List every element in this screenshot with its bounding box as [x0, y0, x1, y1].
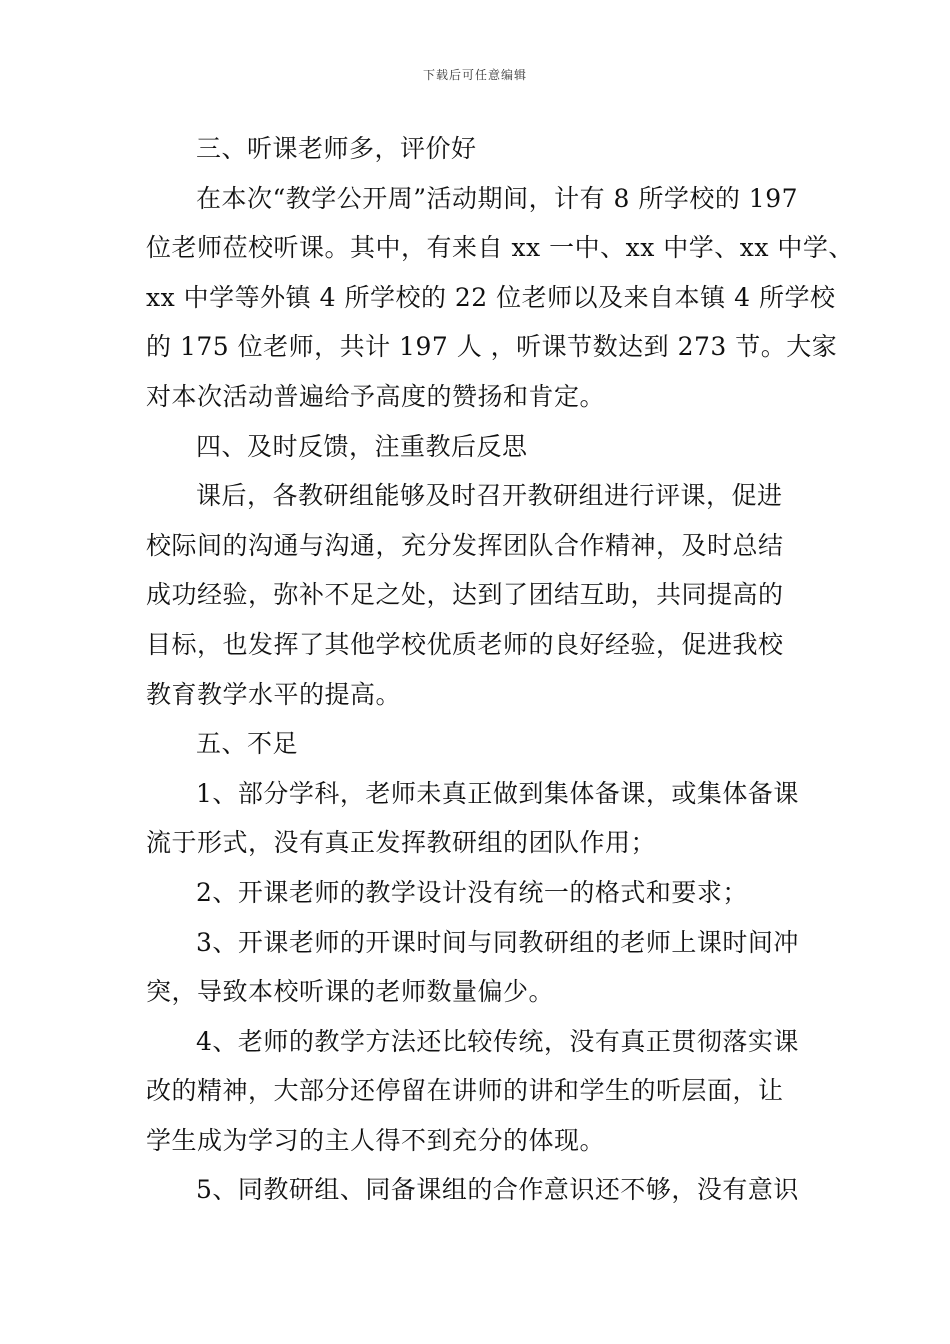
- body-text: [146, 124, 854, 1215]
- text-line: 突，导致本校听课的老师数量偏少。: [146, 977, 555, 1007]
- text-line: 位老师莅校听课。其中，有来自 xx 一中、xx 中学、xx 中学、: [146, 233, 854, 263]
- text-line: 五、不足: [196, 729, 299, 759]
- text-line: 四、及时反馈，注重教后反思: [196, 431, 528, 461]
- text-line: 改的精神，大部分还停留在讲师的讲和学生的听层面，让: [146, 1076, 784, 1106]
- text-line: 成功经验，弥补不足之处，达到了团结互助，共同提高的: [146, 580, 784, 610]
- text-line: xx 中学等外镇 4 所学校的 22 位老师以及来自本镇 4 所学校: [146, 282, 836, 312]
- text-line: 的 175 位老师，共计 197 人 ，听课节数达到 273 节。大家: [146, 332, 838, 362]
- text-line: 校际间的沟通与沟通，充分发挥团队合作精神，及时总结: [146, 530, 784, 560]
- text-line: 课后，各教研组能够及时召开教研组进行评课，促进: [196, 481, 783, 511]
- text-line: 1、部分学科，老师未真正做到集体备课，或集体备课: [196, 778, 799, 808]
- text-line: 5、同教研组、同备课组的合作意识还不够，没有意识: [196, 1175, 799, 1205]
- text-line: 在本次“教学公开周”活动期间，计有 8 所学校的 197: [196, 183, 799, 213]
- text-line: 2、开课老师的教学设计没有统一的格式和要求；: [196, 877, 748, 907]
- text-line: 流于形式，没有真正发挥教研组的团队作用；: [146, 828, 657, 858]
- text-line: 3、开课老师的开课时间与同教研组的老师上课时间冲: [196, 927, 799, 957]
- text-line: 三、听课老师多，评价好: [196, 134, 477, 163]
- text-line: 4、老师的教学方法还比较传统，没有真正贯彻落实课: [196, 1026, 799, 1056]
- header-note: 下载后可任意编辑: [422, 68, 527, 82]
- text-line: 教育教学水平的提高。: [146, 679, 402, 709]
- text-line: 学生成为学习的主人得不到充分的体现。: [146, 1125, 606, 1155]
- text-line: 目标，也发挥了其他学校优质老师的良好经验，促进我校: [146, 629, 784, 659]
- text-line: 对本次活动普遍给予高度的赞扬和肯定。: [146, 381, 606, 411]
